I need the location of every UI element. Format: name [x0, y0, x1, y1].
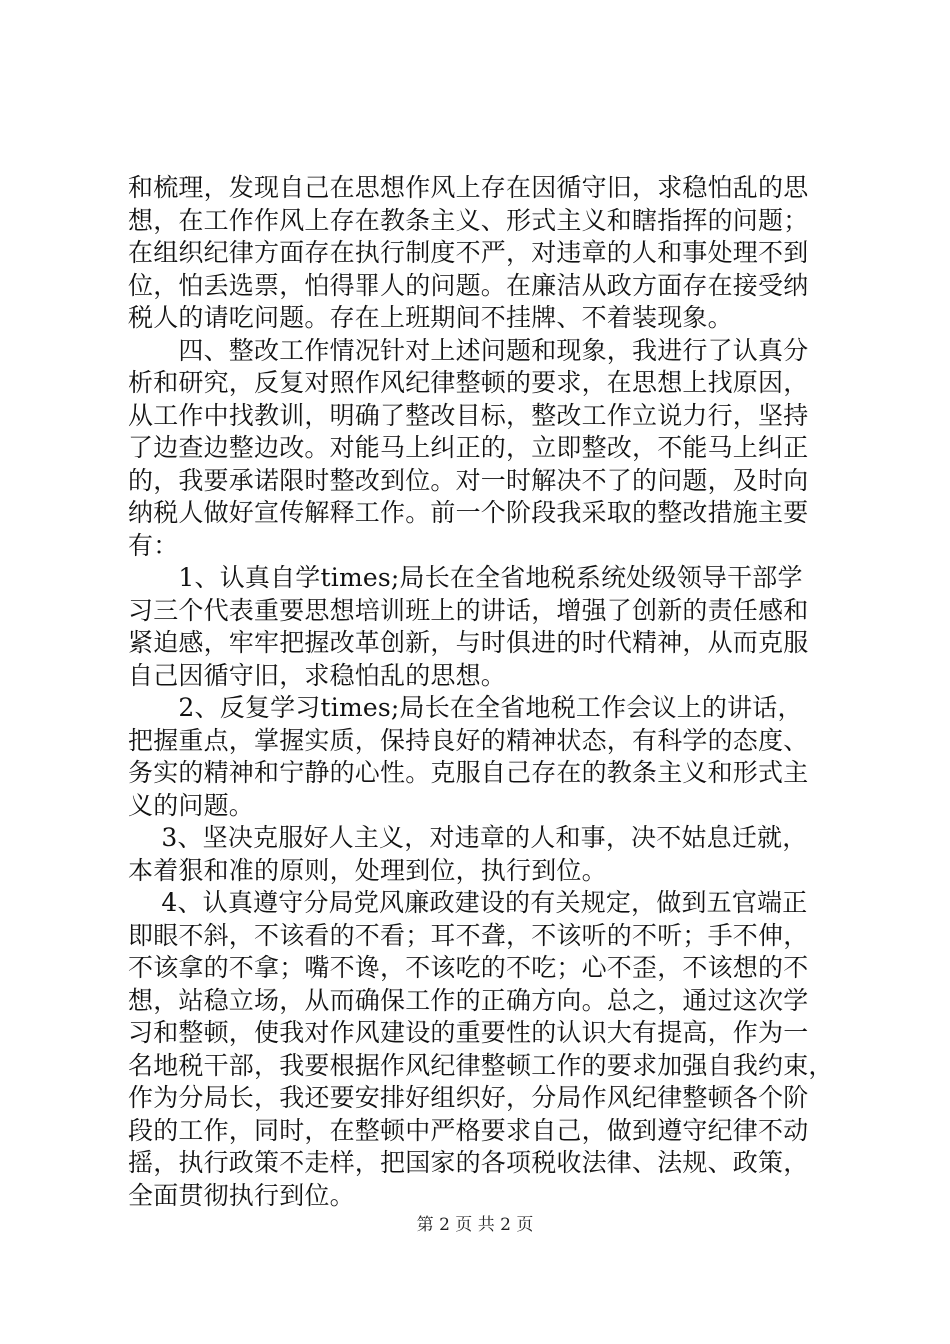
text-line: 不该拿的不拿；嘴不谗，不该吃的不吃；心不歪，不该想的不 [128, 953, 809, 982]
text-line: 有： [128, 530, 179, 560]
text-line: 析和研究，反复对照作风纪律整顿的要求，在思想上找原因， [128, 368, 809, 397]
text-line: 了边查边整边改。对能马上纠正的，立即整改，不能马上纠正 [128, 433, 809, 462]
text-line: 和梳理，发现自己在思想作风上存在因循守旧，求稳怕乱的思 [128, 173, 809, 202]
text-line: 作为分局长，我还要安排好组织好，分局作风纪律整顿各个阶 [128, 1083, 809, 1112]
text-line: 的，我要承诺限时整改到位。对一时解决不了的问题，及时向 [128, 465, 809, 495]
text-line: 位，怕丢选票，怕得罪人的问题。在廉洁从政方面存在接受纳 [128, 270, 809, 300]
text-line: 名地税干部，我要根据作风纪律整顿工作的要求加强自我约束， [128, 1050, 834, 1080]
text-line: 即眼不斜，不该看的不看；耳不聋，不该听的不听；手不伸， [128, 920, 809, 950]
text-line: 段的工作，同时，在整顿中严格要求自己，做到遵守纪律不动 [128, 1115, 809, 1145]
text-line: 从工作中找教训，明确了整改目标，整改工作立说力行，坚持 [128, 400, 809, 430]
text-line: 税人的请吃问题。存在上班期间不挂牌、不着装现象。 [128, 303, 733, 332]
text-line: 务实的精神和宁静的心性。克服自己存在的教条主义和形式主 [128, 758, 809, 787]
text-line: 自己因循守旧，求稳怕乱的思想。 [128, 660, 507, 690]
text-line: 紧迫感，牢牢把握改革创新，与时俱进的时代精神，从而克服 [128, 628, 809, 657]
page-footer [0, 1214, 950, 1236]
text-line: 把握重点，掌握实质，保持良好的精神状态，有科学的态度、 [128, 725, 809, 755]
text-line: 在组织纪律方面存在执行制度不严，对违章的人和事处理不到 [128, 238, 809, 267]
text-line: 4、认真遵守分局党风廉政建设的有关规定，做到五官端正 [128, 888, 808, 917]
text-line: 想，在工作作风上存在教条主义、形式主义和瞎指挥的问题； [128, 205, 809, 235]
text-line: 2、反复学习times;局长在全省地税工作会议上的讲话， [128, 693, 803, 722]
text-line: 习三个代表重要思想培训班上的讲话，增强了创新的责任感和 [128, 595, 809, 625]
page-number-label: 第 2 页 共 2 页 [416, 1215, 534, 1235]
text-line: 3、坚决克服好人主义，对违章的人和事，决不姑息迁就， [128, 823, 808, 852]
text-line: 全面贯彻执行到位。 [128, 1180, 355, 1210]
text-line: 本着狠和准的原则，处理到位，执行到位。 [128, 855, 607, 885]
document-body [128, 172, 836, 1212]
text-line: 1、认真自学times;局长在全省地税系统处级领导干部学 [128, 563, 803, 592]
text-line: 义的问题。 [128, 790, 255, 820]
text-line: 摇，执行政策不走样，把国家的各项税收法律、法规、政策， [128, 1148, 809, 1177]
text-line: 纳税人做好宣传解释工作。前一个阶段我采取的整改措施主要 [128, 498, 809, 527]
text-line: 想，站稳立场，从而确保工作的正确方向。总之，通过这次学 [128, 985, 809, 1015]
text-line: 四、整改工作情况针对上述问题和现象，我进行了认真分 [128, 335, 809, 365]
text-line: 习和整顿，使我对作风建设的重要性的认识大有提高，作为一 [128, 1018, 809, 1047]
